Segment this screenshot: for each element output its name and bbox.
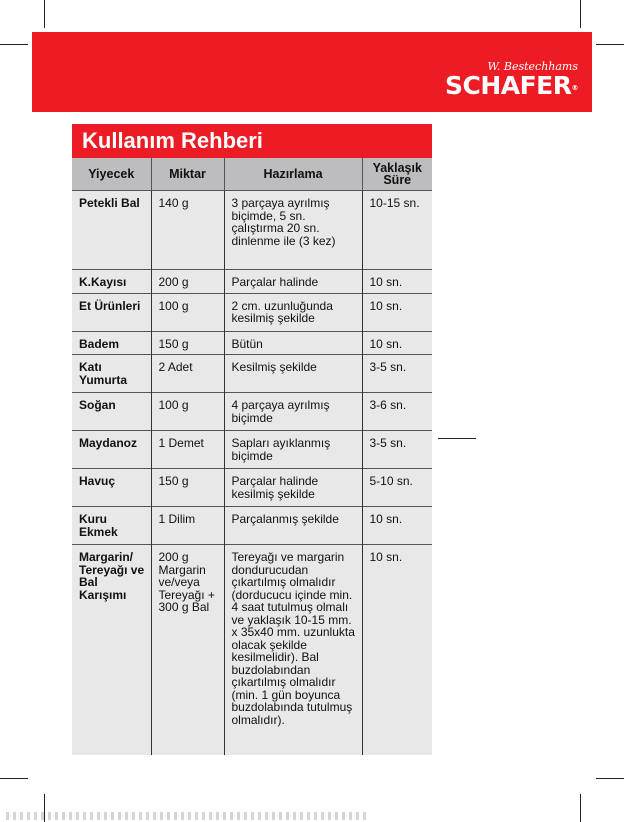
- table-row: [72, 545, 432, 755]
- header-time: Yaklaşık Süre: [362, 158, 432, 191]
- crop-mark: [580, 0, 581, 28]
- registered-mark: ®: [571, 84, 578, 92]
- cell-prep: 4 parçaya ayrılmış biçimde: [224, 393, 362, 431]
- cell-time: 3-6 sn.: [362, 393, 432, 431]
- table-row: [72, 191, 432, 270]
- cell-prep: Tereyağı ve margarin dondurucudan çıkartılmış olmalıdır (dorducucu içinde min. 4 saat tutulmuş olmalı ve yaklaşık 10-15 mm. x 35x40 mm. uzunlukta olacak şekilde kesilmelidir). Bal buzdolabından çıkartılmış olmalıdır (min. 1 gün boyunca buzdolabında tutulmuş olmalıdır).: [224, 545, 362, 755]
- table-row: [72, 431, 432, 469]
- cell-time: 10 sn.: [362, 270, 432, 294]
- table-row: [72, 331, 432, 355]
- brand-name-text: SCHAFER: [444, 71, 572, 100]
- crop-mark: [44, 0, 45, 28]
- cell-amount: 2 Adet: [151, 355, 224, 393]
- cell-prep: Parçalar halinde kesilmiş şekilde: [224, 469, 362, 507]
- crop-mark: [580, 794, 581, 822]
- usage-guide-table: [72, 158, 432, 755]
- table-row: [72, 393, 432, 431]
- table-row: [72, 293, 432, 331]
- guide-title: Kullanım Rehberi: [82, 128, 263, 153]
- cell-time: 5-10 sn.: [362, 469, 432, 507]
- cell-food: Katı Yumurta: [72, 355, 151, 393]
- cell-food: Havuç: [72, 469, 151, 507]
- cell-food: K.Kayısı: [72, 270, 151, 294]
- brand-script: W. Bestechhams: [487, 60, 578, 73]
- cell-food: Badem: [72, 331, 151, 355]
- cell-prep: Kesilmiş şekilde: [224, 355, 362, 393]
- table-header-row: [72, 158, 432, 191]
- cell-amount: 100 g: [151, 393, 224, 431]
- header-food: Yiyecek: [72, 158, 151, 191]
- table-row: [72, 507, 432, 545]
- crop-mark: [596, 44, 624, 45]
- side-divider-line: [438, 438, 476, 439]
- crop-mark: [596, 778, 624, 779]
- table-row: [72, 270, 432, 294]
- guide-title-bar: [72, 124, 432, 158]
- crop-mark: [0, 44, 28, 45]
- cell-food: Kuru Ekmek: [72, 507, 151, 545]
- cell-time: 10 sn.: [362, 293, 432, 331]
- cell-time: 3-5 sn.: [362, 355, 432, 393]
- cell-amount: 150 g: [151, 469, 224, 507]
- cell-time: 10 sn.: [362, 545, 432, 755]
- cell-food: Margarin/ Tereyağı ve Bal Karışımı: [72, 545, 151, 755]
- brand-name: [445, 72, 578, 100]
- cell-food: Et Ürünleri: [72, 293, 151, 331]
- cell-time: 3-5 sn.: [362, 431, 432, 469]
- cell-time: 10 sn.: [362, 331, 432, 355]
- cell-time: 10 sn.: [362, 507, 432, 545]
- cell-prep: Parçalar halinde: [224, 270, 362, 294]
- cell-prep: Sapları ayıklanmış biçimde: [224, 431, 362, 469]
- header-amount: Miktar: [151, 158, 224, 191]
- cell-amount: 1 Demet: [151, 431, 224, 469]
- cell-amount: 100 g: [151, 293, 224, 331]
- cell-food: Soğan: [72, 393, 151, 431]
- cell-amount: 140 g: [151, 191, 224, 270]
- cell-amount: 200 g Margarin ve/veya Tereyağı + 300 g Bal: [151, 545, 224, 755]
- cell-food: Petekli Bal: [72, 191, 151, 270]
- cell-amount: 200 g: [151, 270, 224, 294]
- cell-food: Maydanoz: [72, 431, 151, 469]
- cell-amount: 1 Dilim: [151, 507, 224, 545]
- table-row: [72, 469, 432, 507]
- cell-prep: Bütün: [224, 331, 362, 355]
- print-slug-line: [6, 812, 366, 820]
- cell-amount: 150 g: [151, 331, 224, 355]
- table-row: [72, 355, 432, 393]
- crop-mark: [0, 778, 28, 779]
- cell-time: 10-15 sn.: [362, 191, 432, 270]
- cell-prep: 2 cm. uzunluğunda kesilmiş şekilde: [224, 293, 362, 331]
- cell-prep: 3 parçaya ayrılmış biçimde, 5 sn. çalıştırma 20 sn. dinlenme ile (3 kez): [224, 191, 362, 270]
- cell-prep: Parçalanmış şekilde: [224, 507, 362, 545]
- header-prep: Hazırlama: [224, 158, 362, 191]
